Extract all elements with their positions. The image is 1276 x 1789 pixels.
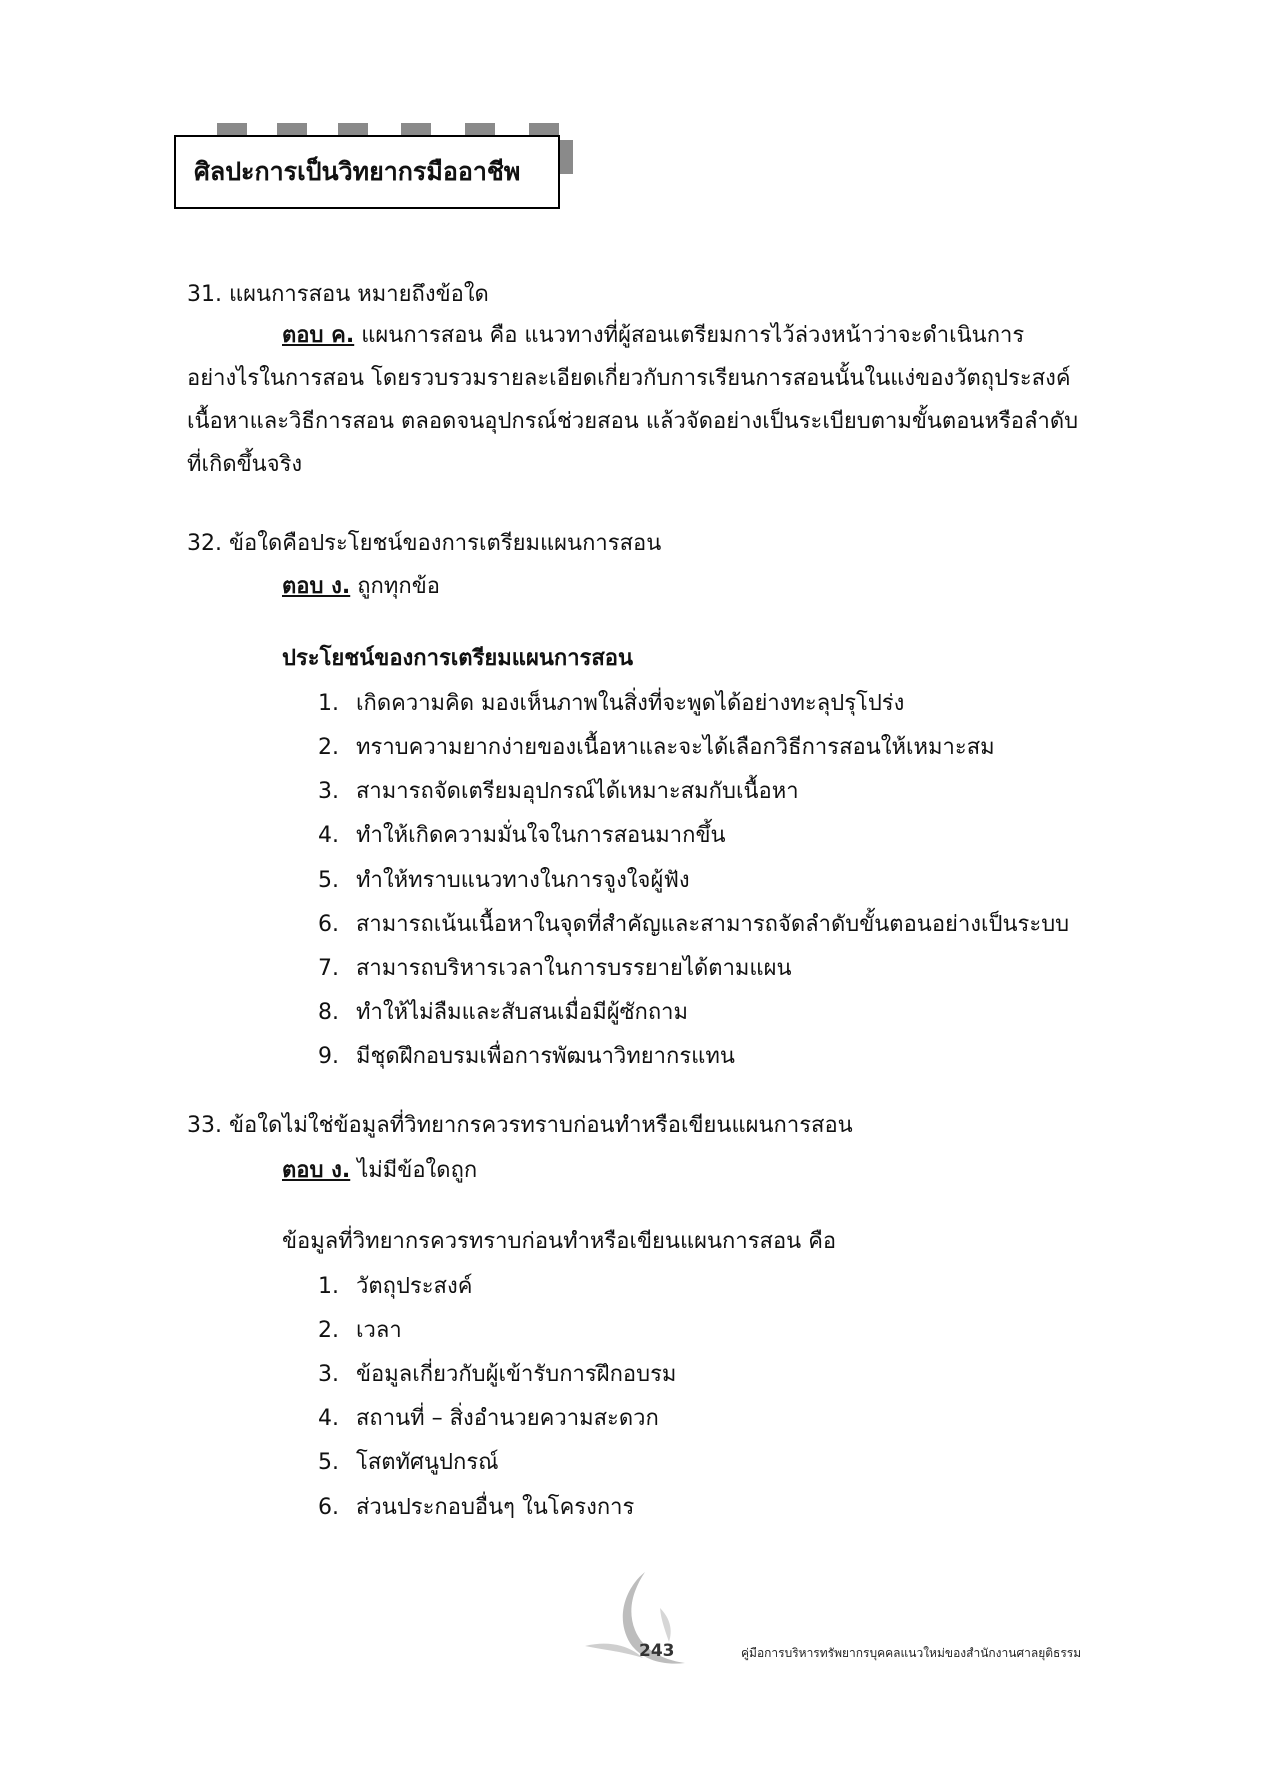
benefit-item: 1. เกิดความคิด มองเห็นภาพในสิ่งที่จะพูดได้อย่างทะลุปรุโปร่ง (318, 691, 905, 716)
swirl-logo-icon (585, 1568, 695, 1678)
info-item: 5. โสตทัศนูปกรณ์ (318, 1450, 499, 1475)
benefit-item: 8. ทำให้ไม่ลืมและสับสนเมื่อมีผู้ซักถาม (318, 1000, 689, 1025)
benefits-heading: ประโยชน์ของการเตรียมแผนการสอน (282, 646, 634, 671)
info-item-text: เวลา (356, 1318, 402, 1343)
benefit-item-text: ทำให้ไม่ลืมและสับสนเมื่อมีผู้ซักถาม (356, 1000, 689, 1025)
answer-31-line-1 (187, 314, 1132, 357)
info-item-text: ส่วนประกอบอื่นๆ ในโครงการ (356, 1495, 635, 1520)
answer-33-label: ตอบ ง. (282, 1158, 351, 1183)
benefit-item-text: เกิดความคิด มองเห็นภาพในสิ่งที่จะพูดได้อย่างทะลุปรุโปร่ง (356, 691, 905, 716)
answer-33-text: ไม่มีข้อใดถูก (357, 1158, 478, 1183)
benefit-item-text: ทราบความยากง่ายของเนื้อหาและจะได้เลือกวิธีการสอนให้เหมาะสม (356, 735, 995, 760)
section-title: ศิลปะการเป็นวิทยากรมืออาชีพ (194, 157, 521, 186)
answer-32 (282, 568, 440, 603)
question-31: 31. แผนการสอน หมายถึงข้อใด (187, 282, 489, 307)
benefit-item-text: ทำให้ทราบแนวทางในการจูงใจผู้ฟัง (356, 868, 690, 893)
footer-text: คู่มือการบริหารทรัพยากรบุคคลแนวใหม่ของสำนักงานศาลยุติธรรม (741, 1646, 1082, 1660)
answer-33 (282, 1152, 477, 1187)
answer-31-line-4: ที่เกิดขึ้นจริง (187, 452, 303, 477)
benefit-item: 3. สามารถจัดเตรียมอุปกรณ์ได้เหมาะสมกับเนื้อหา (318, 779, 799, 804)
info-item-text: ข้อมูลเกี่ยวกับผู้เข้ารับการฝึกอบรม (356, 1362, 677, 1387)
answer-31-text-1: แผนการสอน คือ แนวทางที่ผู้สอนเตรียมการไว้ล่วงหน้าว่าจะดำเนินการ (361, 323, 1025, 348)
benefit-item: 6. สามารถเน้นเนื้อหาในจุดที่สำคัญและสามารถจัดลำดับขั้นตอนอย่างเป็นระบบ (318, 912, 1070, 937)
question-33: 33. ข้อใดไม่ใช่ข้อมูลที่วิทยากรควรทราบก่อนทำหรือเขียนแผนการสอน (187, 1113, 853, 1138)
answer-31-line-3: เนื้อหาและวิธีการสอน ตลอดจนอุปกรณ์ช่วยสอน แล้วจัดอย่างเป็นระเบียบตามขั้นตอนหรือลำดับ (187, 409, 1079, 434)
info-item: 1. วัตถุประสงค์ (318, 1274, 473, 1299)
answer-31-paragraph (187, 314, 1132, 486)
info-item: 3. ข้อมูลเกี่ยวกับผู้เข้ารับการฝึกอบรม (318, 1362, 677, 1387)
info-item-text: โสตทัศนูปกรณ์ (356, 1450, 499, 1475)
answer-31-label: ตอบ ค. (282, 323, 355, 348)
info-item: 4. สถานที่ – สิ่งอำนวยความสะดวก (318, 1406, 659, 1431)
answer-32-text: ถูกทุกข้อ (357, 574, 440, 599)
benefit-item: 2. ทราบความยากง่ายของเนื้อหาและจะได้เลือกวิธีการสอนให้เหมาะสม (318, 735, 995, 760)
info-item-text: สถานที่ – สิ่งอำนวยความสะดวก (356, 1406, 659, 1431)
benefit-item-text: ทำให้เกิดความมั่นใจในการสอนมากขึ้น (356, 823, 726, 848)
info-item-text: วัตถุประสงค์ (356, 1274, 473, 1299)
question-32: 32. ข้อใดคือประโยชน์ของการเตรียมแผนการสอน (187, 531, 662, 556)
benefit-item: 7. สามารถบริหารเวลาในการบรรยายได้ตามแผน (318, 956, 792, 981)
answer-31-line-2: อย่างไรในการสอน โดยรวบรวมรายละเอียดเกี่ยวกับการเรียนการสอนนั้นในแง่ของวัตถุประสงค์ (187, 366, 1071, 391)
answer-32-label: ตอบ ง. (282, 574, 351, 599)
section-title-box (174, 135, 560, 209)
benefit-item: 5. ทำให้ทราบแนวทางในการจูงใจผู้ฟัง (318, 868, 690, 893)
benefit-item-text: สามารถเน้นเนื้อหาในจุดที่สำคัญและสามารถจัดลำดับขั้นตอนอย่างเป็นระบบ (356, 912, 1070, 937)
benefit-item-text: สามารถบริหารเวลาในการบรรยายได้ตามแผน (356, 956, 792, 981)
benefit-item: 9. มีชุดฝึกอบรมเพื่อการพัฒนาวิทยากรแทน (318, 1044, 735, 1069)
info-item: 6. ส่วนประกอบอื่นๆ ในโครงการ (318, 1495, 635, 1520)
benefit-item: 4. ทำให้เกิดความมั่นใจในการสอนมากขึ้น (318, 823, 726, 848)
benefit-item-text: มีชุดฝึกอบรมเพื่อการพัฒนาวิทยากรแทน (356, 1044, 735, 1069)
benefit-item-text: สามารถจัดเตรียมอุปกรณ์ได้เหมาะสมกับเนื้อหา (356, 779, 799, 804)
info-item: 2. เวลา (318, 1318, 402, 1343)
page-number: 243 (639, 1641, 675, 1661)
info-heading: ข้อมูลที่วิทยากรควรทราบก่อนทำหรือเขียนแผนการสอน คือ (282, 1229, 837, 1254)
